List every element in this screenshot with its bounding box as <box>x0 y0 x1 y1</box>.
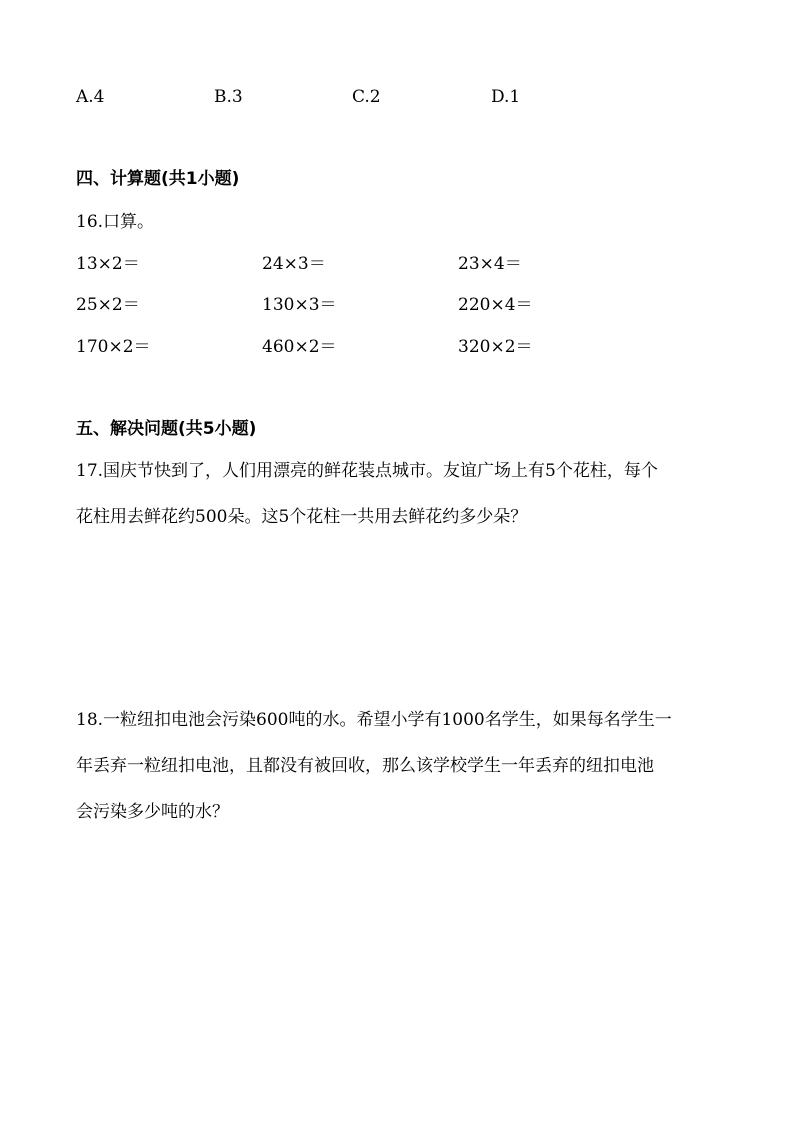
calc-item: 13×2＝ <box>76 254 140 274</box>
calc-item: 170×2＝ <box>76 337 151 357</box>
calc-item: 24×3＝ <box>262 254 326 274</box>
section-4-title: 四、计算题(共1小题) <box>76 169 240 189</box>
question-18-line: 18.一粒纽扣电池会污染600吨的水。希望小学有1000名学生，如果每名学生一 <box>76 710 672 730</box>
question-18 <box>76 697 726 835</box>
calc-item: 130×3＝ <box>262 295 337 315</box>
question-17-line: 花柱用去鲜花约500朵。这5个花柱一共用去鲜花约多少朵？ <box>76 507 528 527</box>
question-17-line: 17.国庆节快到了，人们用漂亮的鲜花装点城市。友谊广场上有5个花柱，每个 <box>76 461 658 481</box>
calc-item: 220×4＝ <box>458 295 533 315</box>
calc-item: 25×2＝ <box>76 295 140 315</box>
option-d: D.1 <box>491 87 521 107</box>
option-a: A.4 <box>76 87 105 107</box>
option-c: C.2 <box>352 87 381 107</box>
question-16-stem: 16.口算。 <box>76 212 155 232</box>
question-18-line: 年丢弃一粒纽扣电池，且都没有被回收，那么该学校学生一年丢弃的纽扣电池 <box>76 756 654 776</box>
section-5-title: 五、解决问题(共5小题) <box>76 419 257 439</box>
question-17 <box>76 448 726 540</box>
calc-item: 320×2＝ <box>458 337 533 357</box>
option-b: B.3 <box>214 87 243 107</box>
calc-item: 23×4＝ <box>458 254 522 274</box>
question-18-line: 会污染多少吨的水？ <box>76 802 229 822</box>
calc-item: 460×2＝ <box>262 337 337 357</box>
